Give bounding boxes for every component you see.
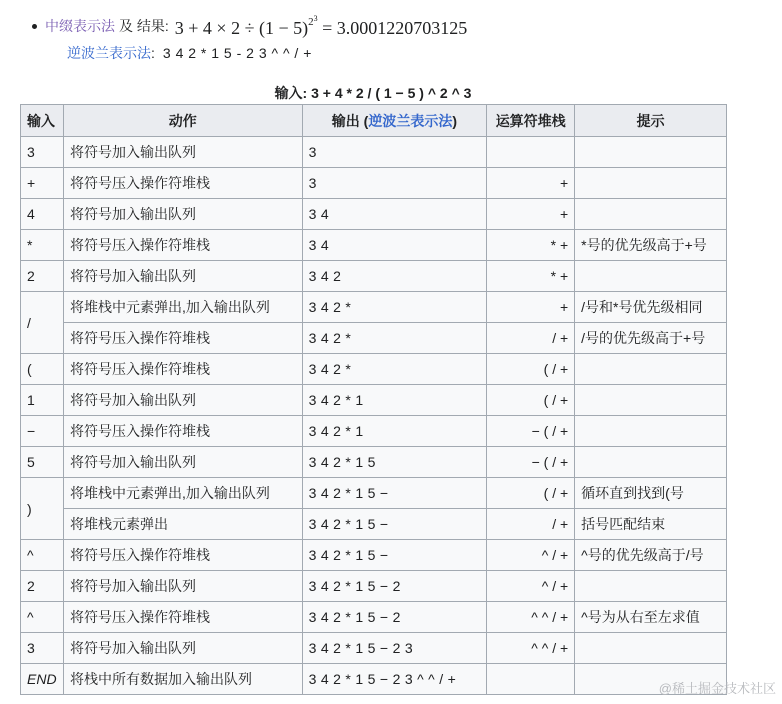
table-row xyxy=(21,230,727,261)
cell-hint xyxy=(575,168,727,199)
cell-stack: ^ ^ / + xyxy=(487,633,575,664)
cell-input: 2 xyxy=(21,261,64,292)
cell-stack: − ( / + xyxy=(487,447,575,478)
cell-output: 3 4 xyxy=(302,230,487,261)
table-row xyxy=(21,292,727,323)
cell-input: ^ xyxy=(21,540,64,571)
cell-output: 3 4 2 * 1 5 xyxy=(302,447,487,478)
cell-output: 3 4 2 * xyxy=(302,354,487,385)
shunting-yard-table xyxy=(20,104,727,695)
table-row xyxy=(21,199,727,230)
watermark: @稀土掘金技术社区 xyxy=(658,681,776,696)
cell-input: * xyxy=(21,230,64,261)
cell-action: 将符号压入操作符堆栈 xyxy=(63,230,302,261)
infix-connector: 及 结果: xyxy=(119,18,169,34)
cell-action: 将符号压入操作符堆栈 xyxy=(63,354,302,385)
cell-stack: + xyxy=(487,199,575,230)
table-row xyxy=(21,633,727,664)
header-input: 输入 xyxy=(21,105,64,137)
table-header-row xyxy=(21,105,727,137)
cell-hint: 循环直到找到(号 xyxy=(575,478,727,509)
cell-input: 3 xyxy=(21,137,64,168)
table-row xyxy=(21,137,727,168)
cell-action: 将符号压入操作符堆栈 xyxy=(63,416,302,447)
cell-stack: ( / + xyxy=(487,478,575,509)
cell-input: − xyxy=(21,416,64,447)
cell-action: 将符号加入输出队列 xyxy=(63,571,302,602)
cell-output: 3 4 2 * 1 xyxy=(302,416,487,447)
cell-input: 2 xyxy=(21,571,64,602)
cell-hint: /号的优先级高于+号 xyxy=(575,323,727,354)
cell-stack xyxy=(487,137,575,168)
cell-hint xyxy=(575,633,727,664)
cell-stack: / + xyxy=(487,509,575,540)
exponent-power: 3 xyxy=(313,13,318,23)
cell-output: 3 4 2 * 1 5 − 2 3 xyxy=(302,633,487,664)
header-output-prefix: 输出 ( xyxy=(331,112,369,129)
cell-stack: + xyxy=(487,168,575,199)
cell-action: 将堆栈元素弹出 xyxy=(63,509,302,540)
cell-output: 3 4 2 * 1 5 − 2 xyxy=(302,602,487,633)
cell-action: 将符号压入操作符堆栈 xyxy=(63,168,302,199)
table-caption: 输入: 3 + 4 * 2 / ( 1 − 5 ) ^ 2 ^ 3 xyxy=(274,85,472,101)
table-row xyxy=(21,571,727,602)
cell-action: 将符号加入输出队列 xyxy=(63,447,302,478)
cell-output: 3 xyxy=(302,137,487,168)
header-output xyxy=(302,105,487,137)
cell-input: / xyxy=(21,292,64,354)
cell-stack: + xyxy=(487,292,575,323)
cell-action: 将堆栈中元素弹出,加入输出队列 xyxy=(63,478,302,509)
table-row xyxy=(21,602,727,633)
cell-output: 3 4 2 * 1 5 − 2 3 ^ ^ / + xyxy=(302,664,487,695)
cell-output: 3 4 xyxy=(302,199,487,230)
cell-action: 将符号压入操作符堆栈 xyxy=(63,540,302,571)
cell-output: 3 4 2 * 1 5 − xyxy=(302,478,487,509)
header-stack: 运算符堆栈 xyxy=(487,105,575,137)
cell-output: 3 4 2 * 1 5 − 2 xyxy=(302,571,487,602)
cell-hint: /号和*号优先级相同 xyxy=(575,292,727,323)
cell-input: 5 xyxy=(21,447,64,478)
header-hint: 提示 xyxy=(575,105,727,137)
cell-hint: 括号匹配结束 xyxy=(575,509,727,540)
formula-exponent xyxy=(308,13,318,28)
infix-formula xyxy=(175,14,467,39)
cell-output: 3 4 2 * xyxy=(302,323,487,354)
cell-stack: * + xyxy=(487,230,575,261)
formula-main: 3 + 4 × 2 ÷ (1 − 5) xyxy=(174,17,309,38)
cell-hint: ^号为从右至左求值 xyxy=(575,602,727,633)
cell-action: 将符号加入输出队列 xyxy=(63,199,302,230)
cell-hint xyxy=(575,385,727,416)
cell-hint: ^号的优先级高于/号 xyxy=(575,540,727,571)
table-row xyxy=(21,664,727,695)
header-action: 动作 xyxy=(63,105,302,137)
cell-action: 将符号压入操作符堆栈 xyxy=(63,323,302,354)
cell-hint xyxy=(575,261,727,292)
cell-action: 将栈中所有数据加入输出队列 xyxy=(63,664,302,695)
table-row xyxy=(21,416,727,447)
cell-hint xyxy=(575,416,727,447)
table-row xyxy=(21,261,727,292)
table-row xyxy=(21,385,727,416)
rpn-value: 3 4 2 * 1 5 - 2 3 ^ ^ / + xyxy=(162,45,312,61)
cell-stack: / + xyxy=(487,323,575,354)
table-row xyxy=(21,540,727,571)
cell-output: 3 xyxy=(302,168,487,199)
cell-input: + xyxy=(21,168,64,199)
infix-line xyxy=(26,12,766,40)
rpn-line xyxy=(26,40,766,66)
infix-notation-link[interactable]: 中缀表示法 xyxy=(45,18,115,34)
cell-hint xyxy=(575,199,727,230)
header-rpn-link[interactable]: 逆波兰表示法 xyxy=(368,112,453,129)
cell-input: 3 xyxy=(21,633,64,664)
cell-output: 3 4 2 * 1 xyxy=(302,385,487,416)
table-row xyxy=(21,478,727,509)
cell-input: 4 xyxy=(21,199,64,230)
cell-input: ^ xyxy=(21,602,64,633)
cell-action: 将符号加入输出队列 xyxy=(63,385,302,416)
bullet-icon xyxy=(32,24,37,29)
rpn-colon: : xyxy=(151,45,155,61)
cell-action: 将符号压入操作符堆栈 xyxy=(63,602,302,633)
table-row xyxy=(21,354,727,385)
formula-result: = 3.0001220703125 xyxy=(322,17,468,38)
table-row xyxy=(21,509,727,540)
cell-input: ( xyxy=(21,354,64,385)
cell-output: 3 4 2 * 1 5 − xyxy=(302,509,487,540)
cell-hint xyxy=(575,354,727,385)
cell-stack: ^ ^ / + xyxy=(487,602,575,633)
rpn-notation-link[interactable]: 逆波兰表示法 xyxy=(67,45,151,61)
cell-stack: ( / + xyxy=(487,354,575,385)
cell-stack: ^ / + xyxy=(487,571,575,602)
cell-hint: *号的优先级高于+号 xyxy=(575,230,727,261)
cell-output: 3 4 2 xyxy=(302,261,487,292)
cell-action: 将符号加入输出队列 xyxy=(63,261,302,292)
cell-stack: * + xyxy=(487,261,575,292)
table-row xyxy=(21,168,727,199)
cell-stack xyxy=(487,664,575,695)
cell-action: 将符号加入输出队列 xyxy=(63,137,302,168)
cell-output: 3 4 2 * xyxy=(302,292,487,323)
table-row xyxy=(21,323,727,354)
table-row xyxy=(21,447,727,478)
cell-output: 3 4 2 * 1 5 − xyxy=(302,540,487,571)
exponent-base: 2 xyxy=(308,15,314,28)
cell-stack: ^ / + xyxy=(487,540,575,571)
cell-input: ) xyxy=(21,478,64,540)
cell-input: END xyxy=(21,664,64,695)
summary-list xyxy=(26,12,766,66)
header-output-suffix: ) xyxy=(452,112,458,129)
cell-stack: − ( / + xyxy=(487,416,575,447)
cell-action: 将符号加入输出队列 xyxy=(63,633,302,664)
cell-hint xyxy=(575,447,727,478)
cell-hint xyxy=(575,137,727,168)
cell-action: 将堆栈中元素弹出,加入输出队列 xyxy=(63,292,302,323)
cell-hint xyxy=(575,571,727,602)
cell-stack: ( / + xyxy=(487,385,575,416)
cell-input: 1 xyxy=(21,385,64,416)
